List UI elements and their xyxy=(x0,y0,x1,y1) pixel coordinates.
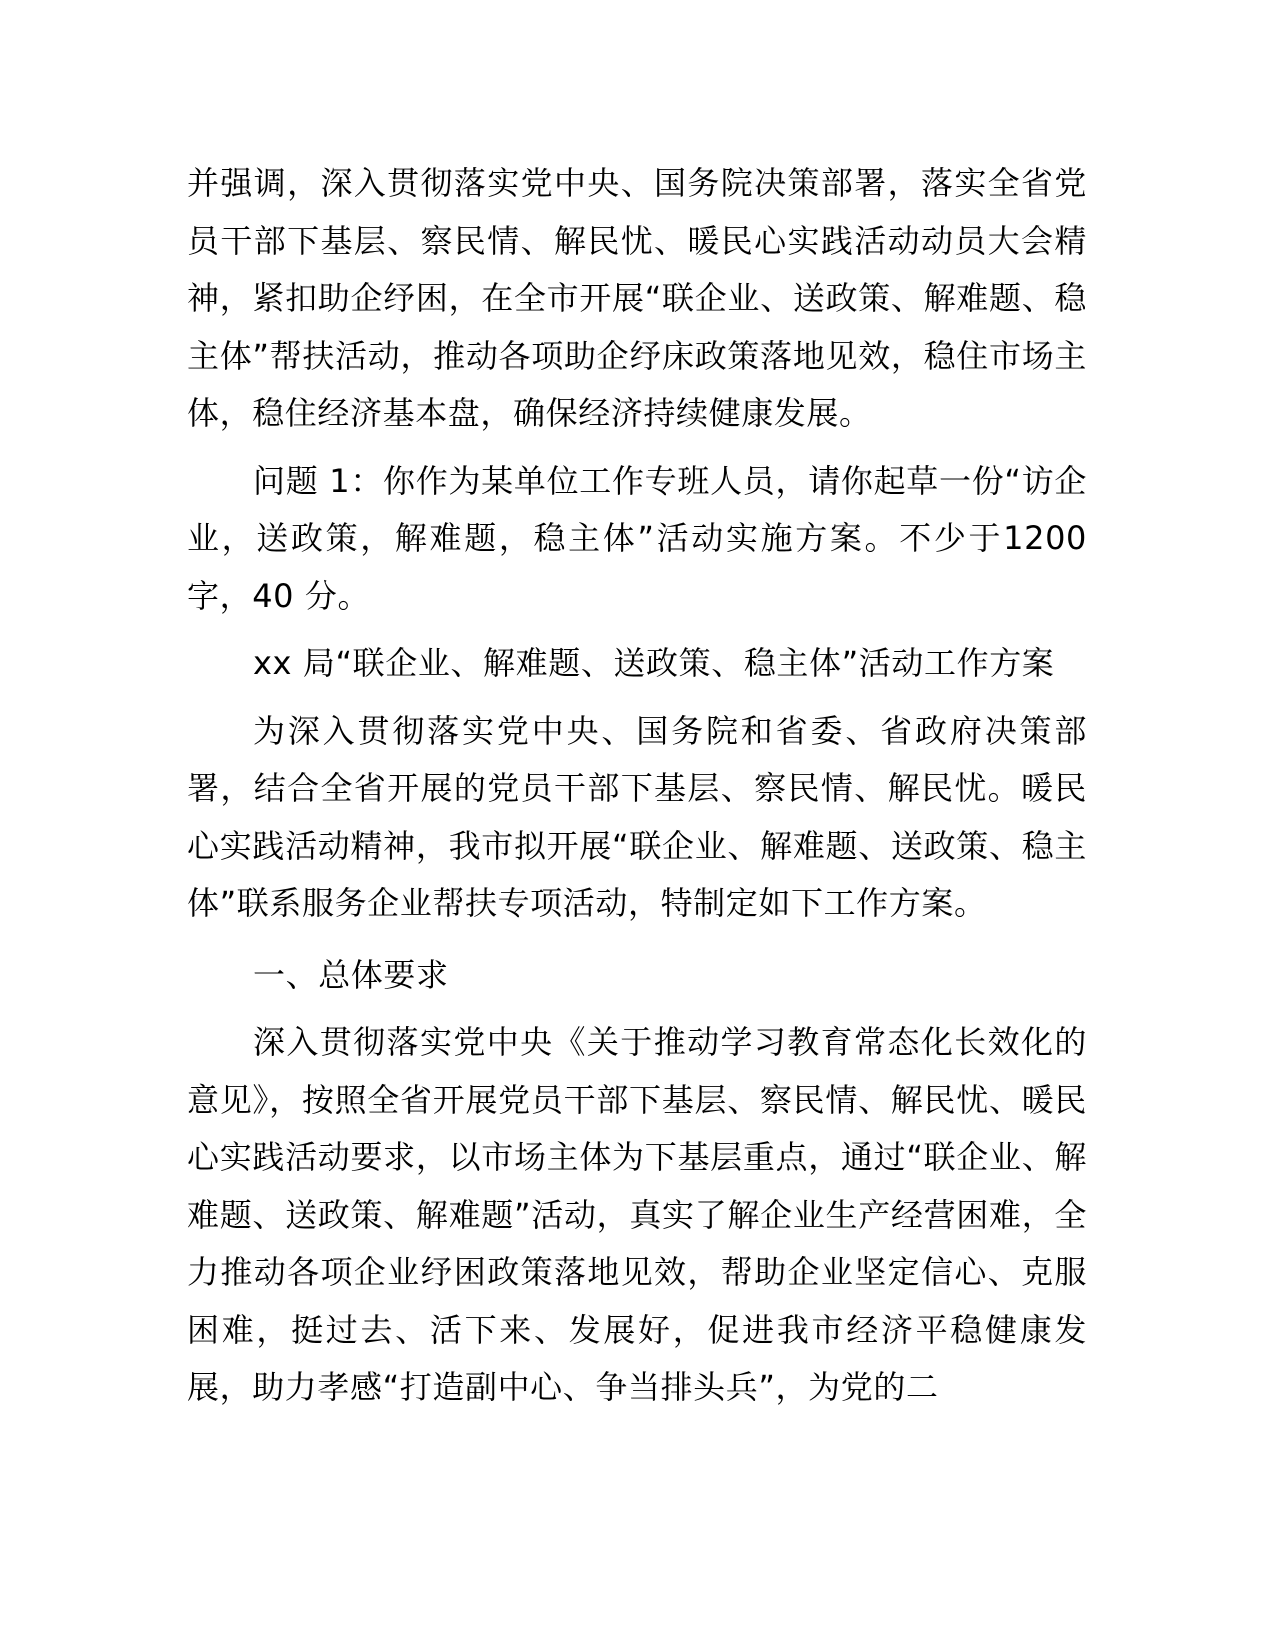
plan-intro-paragraph: 为深入贯彻落实党中央、国务院和省委、省政府决策部署，结合全省开展的党员干部下基层、察民情、解民忧。暖民心实践活动精神，我市拟开展“联企业、解难题、送政策、稳主体”联系服务企业帮扶专项活动，特制定如下工作方案。 xyxy=(187,711,1087,922)
plan-title: xx 局“联企业、解难题、送政策、稳主体”活动工作方案 xyxy=(253,644,1055,682)
intro-paragraph: 并强调，深入贯彻落实党中央、国务院决策部署，落实全省党员干部下基层、察民情、解民忧、暖民心实践活动动员大会精神，紧扣助企纾困，在全市开展“联企业、送政策、解难题、稳主体”帮扶活动，推动各项助企纾床政策落地见效，稳住市场主体，稳住经济基本盘，确保经济持续健康发展。 xyxy=(187,164,1087,432)
document-body xyxy=(187,155,1087,1417)
question-paragraph: 问题 1：你作为某单位工作专班人员，请你起草一份“访企业，送政策，解难题，稳主体”活动实施方案。不少于1200 字，40 分。 xyxy=(187,461,1087,615)
section-body-paragraph: 深入贯彻落实党中央《关于推动学习教育常态化长效化的意见》，按照全省开展党员干部下基层、察民情、解民忧、暖民心实践活动要求，以市场主体为下基层重点，通过“联企业、解难题、送政策、解难题”活动，真实了解企业生产经营困难，全力推动各项企业纾困政策落地见效，帮助企业坚定信心、克服困难，挺过去、活下来、发展好，促进我市经济平稳健康发展，助力孝感“打造副中心、争当排头兵”，为党的二 xyxy=(187,1023,1087,1406)
section-heading: 一、总体要求 xyxy=(253,955,449,994)
